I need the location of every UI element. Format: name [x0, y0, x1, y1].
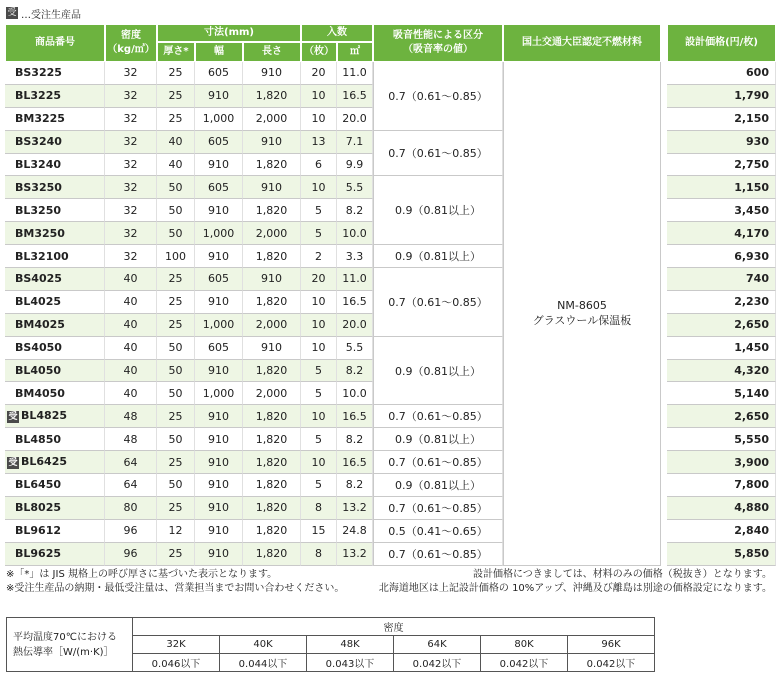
width-value: 910 — [195, 360, 243, 383]
thermal-label: 平均温度70℃における 熱伝導率［W/(m·K)］ — [7, 618, 133, 672]
sound-class: 0.7（0.61～0.85） — [373, 543, 503, 566]
thickness-value: 25 — [157, 497, 195, 520]
design-price: 2,150 — [667, 108, 776, 131]
product-number — [5, 199, 105, 222]
product-number — [5, 520, 105, 543]
density-grade: 80K — [481, 636, 568, 654]
nonflammable-material: NM-8605 グラスウール保温板 — [503, 62, 661, 566]
design-price: 4,170 — [667, 222, 776, 245]
product-number-text: BL4050 — [15, 364, 62, 378]
density-grade: 32K — [133, 636, 220, 654]
design-price: 1,450 — [667, 337, 776, 360]
design-price: 5,850 — [667, 543, 776, 566]
product-number-text: BM4050 — [15, 386, 65, 400]
width-value: 910 — [195, 199, 243, 222]
area-value: 8.2 — [337, 474, 373, 497]
thickness-value: 40 — [157, 131, 195, 154]
product-number-text: BL3250 — [15, 203, 62, 217]
product-number-text: BL32100 — [15, 249, 69, 263]
product-number — [5, 108, 105, 131]
quantity-value: 10 — [301, 405, 337, 428]
conductivity-value: 0.046以下 — [133, 654, 220, 672]
length-value: 1,820 — [243, 497, 301, 520]
design-price: 1,150 — [667, 176, 776, 199]
product-number-text: BM3225 — [15, 112, 65, 126]
area-value: 8.2 — [337, 199, 373, 222]
thickness-value: 25 — [157, 291, 195, 314]
density-value: 32 — [105, 62, 157, 85]
product-number — [5, 497, 105, 520]
sound-class: 0.9（0.81以上） — [373, 474, 503, 497]
design-price: 5,140 — [667, 382, 776, 405]
area-value: 16.5 — [337, 291, 373, 314]
thickness-value: 40 — [157, 154, 195, 177]
thickness-value: 100 — [157, 245, 195, 268]
density-value: 48 — [105, 405, 157, 428]
thickness-value: 25 — [157, 314, 195, 337]
thickness-value: 25 — [157, 268, 195, 291]
product-number-text: BM3250 — [15, 226, 65, 240]
product-number — [5, 360, 105, 383]
quantity-value: 10 — [301, 314, 337, 337]
design-price: 4,880 — [667, 497, 776, 520]
length-value: 2,000 — [243, 314, 301, 337]
width-value: 1,000 — [195, 314, 243, 337]
quantity-value: 10 — [301, 85, 337, 108]
length-value: 1,820 — [243, 428, 301, 451]
product-number — [5, 474, 105, 497]
width-value: 605 — [195, 62, 243, 85]
quantity-value: 5 — [301, 474, 337, 497]
conductivity-value: 0.044以下 — [220, 654, 307, 672]
header-density: 密度 （kg/㎥） — [105, 24, 157, 62]
length-value: 1,820 — [243, 474, 301, 497]
design-price: 1,790 — [667, 85, 776, 108]
width-value: 910 — [195, 451, 243, 474]
density-value: 40 — [105, 268, 157, 291]
quantity-value: 5 — [301, 428, 337, 451]
area-value: 11.0 — [337, 62, 373, 85]
length-value: 910 — [243, 131, 301, 154]
density-value: 32 — [105, 245, 157, 268]
header-price: 設計価格(円/枚) — [667, 24, 776, 62]
density-value: 40 — [105, 382, 157, 405]
product-number — [5, 337, 105, 360]
design-price: 3,450 — [667, 199, 776, 222]
design-price: 2,750 — [667, 154, 776, 177]
design-price: 4,320 — [667, 360, 776, 383]
width-value: 910 — [195, 474, 243, 497]
length-value: 1,820 — [243, 520, 301, 543]
product-number-text: BM4025 — [15, 318, 65, 332]
density-value: 96 — [105, 520, 157, 543]
product-number — [5, 405, 105, 428]
quantity-value: 5 — [301, 360, 337, 383]
length-value: 1,820 — [243, 199, 301, 222]
quantity-value: 10 — [301, 291, 337, 314]
table-row — [5, 62, 776, 85]
width-value: 1,000 — [195, 108, 243, 131]
header-product: 商品番号 — [5, 24, 105, 62]
product-number-text: BS3240 — [15, 135, 62, 149]
density-value: 48 — [105, 428, 157, 451]
area-value: 13.2 — [337, 543, 373, 566]
product-number-text: BL9625 — [15, 547, 62, 561]
density-grade: 64K — [394, 636, 481, 654]
density-value: 32 — [105, 131, 157, 154]
product-number — [5, 154, 105, 177]
thickness-value: 50 — [157, 360, 195, 383]
density-value: 40 — [105, 291, 157, 314]
area-value: 16.5 — [337, 85, 373, 108]
header-qty-area: ㎡ — [337, 42, 373, 62]
density-value: 40 — [105, 337, 157, 360]
density-value: 32 — [105, 108, 157, 131]
product-number-text: BL9612 — [15, 524, 62, 538]
width-value: 910 — [195, 154, 243, 177]
quantity-value: 8 — [301, 543, 337, 566]
length-value: 1,820 — [243, 451, 301, 474]
product-number — [5, 268, 105, 291]
quantity-value: 6 — [301, 154, 337, 177]
area-value: 20.0 — [337, 314, 373, 337]
density-grade: 40K — [220, 636, 307, 654]
made-to-order-mark: 受 — [7, 8, 17, 18]
length-value: 910 — [243, 62, 301, 85]
product-number-text: BL4025 — [15, 295, 62, 309]
area-value: 8.2 — [337, 428, 373, 451]
product-rows — [5, 62, 776, 566]
thickness-value: 50 — [157, 222, 195, 245]
design-price: 930 — [667, 131, 776, 154]
product-number — [5, 62, 105, 85]
quantity-value: 2 — [301, 245, 337, 268]
product-number — [5, 85, 105, 108]
area-value: 13.2 — [337, 497, 373, 520]
product-number — [5, 291, 105, 314]
legend — [6, 5, 81, 21]
product-number-text: BL3225 — [15, 89, 62, 103]
product-number-text: BL8025 — [15, 501, 62, 515]
design-price: 600 — [667, 62, 776, 85]
thickness-value: 50 — [157, 337, 195, 360]
width-value: 910 — [195, 520, 243, 543]
product-table — [5, 24, 776, 566]
sound-class: 0.7（0.61～0.85） — [373, 62, 503, 131]
area-value: 5.5 — [337, 176, 373, 199]
sound-class: 0.7（0.61～0.85） — [373, 131, 503, 177]
density-value: 64 — [105, 451, 157, 474]
product-number-text: BS3225 — [15, 66, 62, 80]
note-jis: ※「*」は JIS 規格上の呼び厚さに基づいた表示となります。 — [6, 569, 278, 580]
thickness-value: 25 — [157, 108, 195, 131]
width-value: 910 — [195, 405, 243, 428]
design-price: 5,550 — [667, 428, 776, 451]
quantity-value: 10 — [301, 108, 337, 131]
sound-class: 0.9（0.81以上） — [373, 176, 503, 245]
width-value: 910 — [195, 291, 243, 314]
product-number-text: BL3240 — [15, 158, 62, 171]
area-value: 9.9 — [337, 154, 373, 177]
conductivity-value: 0.042以下 — [481, 654, 568, 672]
length-value: 910 — [243, 337, 301, 360]
header-material: 国土交通大臣認定不燃材料 — [503, 24, 661, 62]
thickness-value: 50 — [157, 382, 195, 405]
thermal-density-header: 密度 — [133, 618, 655, 636]
width-value: 910 — [195, 85, 243, 108]
sound-class: 0.7（0.61～0.85） — [373, 451, 503, 474]
design-price: 2,650 — [667, 405, 776, 428]
width-value: 605 — [195, 176, 243, 199]
density-value: 32 — [105, 154, 157, 177]
width-value: 605 — [195, 131, 243, 154]
sound-class: 0.7（0.61～0.85） — [373, 497, 503, 520]
width-value: 910 — [195, 245, 243, 268]
made-to-order-mark: 受 — [8, 458, 18, 469]
thickness-value: 50 — [157, 176, 195, 199]
thickness-value: 50 — [157, 199, 195, 222]
length-value: 1,820 — [243, 154, 301, 177]
area-value: 5.5 — [337, 337, 373, 360]
thickness-value: 25 — [157, 405, 195, 428]
quantity-value: 5 — [301, 199, 337, 222]
width-value: 910 — [195, 497, 243, 520]
density-value: 80 — [105, 497, 157, 520]
product-number-text: BL6425 — [21, 455, 68, 469]
sound-class: 0.7（0.61～0.85） — [373, 405, 503, 428]
note-region: 北海道地区は上記設計価格の 10%アップ、沖縄及び離島は別途の価格設定になります。 — [378, 583, 772, 594]
product-number-text: BL4825 — [21, 409, 68, 423]
area-value: 7.1 — [337, 131, 373, 154]
width-value: 605 — [195, 337, 243, 360]
density-value: 32 — [105, 176, 157, 199]
area-value: 16.5 — [337, 405, 373, 428]
product-number — [5, 382, 105, 405]
product-number-text: BL6450 — [15, 478, 62, 492]
length-value: 1,820 — [243, 245, 301, 268]
length-value: 2,000 — [243, 222, 301, 245]
note-made-to-order: ※受注生産品の納期・最低受注量は、営業担当までお問い合わせください。 — [6, 583, 345, 594]
design-price: 2,650 — [667, 314, 776, 337]
thickness-value: 25 — [157, 62, 195, 85]
density-grade: 48K — [307, 636, 394, 654]
product-number — [5, 245, 105, 268]
sound-class: 0.9（0.81以上） — [373, 245, 503, 268]
quantity-value: 20 — [301, 62, 337, 85]
density-grade: 96K — [568, 636, 655, 654]
quantity-value: 10 — [301, 451, 337, 474]
product-number-text: BS4025 — [15, 272, 62, 286]
area-value: 3.3 — [337, 245, 373, 268]
sound-class: 0.9（0.81以上） — [373, 428, 503, 451]
width-value: 605 — [195, 268, 243, 291]
quantity-value: 15 — [301, 520, 337, 543]
legend-text: …受注生産品 — [21, 9, 81, 21]
thickness-value: 12 — [157, 520, 195, 543]
quantity-value: 13 — [301, 131, 337, 154]
product-number — [5, 222, 105, 245]
conductivity-value: 0.043以下 — [307, 654, 394, 672]
width-value: 1,000 — [195, 222, 243, 245]
product-number — [5, 131, 105, 154]
product-number-text: BL4850 — [15, 432, 62, 446]
product-number-text: BS3250 — [15, 180, 62, 194]
length-value: 1,820 — [243, 85, 301, 108]
length-value: 1,820 — [243, 291, 301, 314]
quantity-value: 5 — [301, 382, 337, 405]
quantity-value: 10 — [301, 337, 337, 360]
thermal-table — [6, 617, 655, 672]
length-value: 910 — [243, 268, 301, 291]
area-value: 20.0 — [337, 108, 373, 131]
length-value: 1,820 — [243, 405, 301, 428]
width-value: 1,000 — [195, 382, 243, 405]
design-price: 3,900 — [667, 451, 776, 474]
density-value: 32 — [105, 199, 157, 222]
header-thickness: 厚さ* — [157, 42, 195, 62]
density-value: 32 — [105, 222, 157, 245]
design-price: 7,800 — [667, 474, 776, 497]
note-price: 設計価格につきましては、材料のみの価格（税抜き）となります。 — [473, 569, 772, 580]
length-value: 2,000 — [243, 382, 301, 405]
width-value: 910 — [195, 428, 243, 451]
sound-class: 0.7（0.61～0.85） — [373, 268, 503, 337]
product-number — [5, 314, 105, 337]
quantity-value: 20 — [301, 268, 337, 291]
thickness-value: 50 — [157, 428, 195, 451]
header-sound: 吸音性能による区分 （吸音率の値） — [373, 24, 503, 62]
header-dimensions: 寸法(mm) — [157, 24, 301, 42]
header-length: 長さ — [243, 42, 301, 62]
conductivity-value: 0.042以下 — [568, 654, 655, 672]
design-price: 2,230 — [667, 291, 776, 314]
length-value: 1,820 — [243, 360, 301, 383]
length-value: 2,000 — [243, 108, 301, 131]
area-value: 16.5 — [337, 451, 373, 474]
quantity-value: 10 — [301, 176, 337, 199]
thickness-value: 25 — [157, 85, 195, 108]
header-qty-sheets: （枚） — [301, 42, 337, 62]
conductivity-value: 0.042以下 — [394, 654, 481, 672]
length-value: 1,820 — [243, 543, 301, 566]
header-quantity: 入数 — [301, 24, 373, 42]
product-number — [5, 176, 105, 199]
design-price: 740 — [667, 268, 776, 291]
area-value: 11.0 — [337, 268, 373, 291]
made-to-order-mark: 受 — [8, 412, 18, 423]
density-value: 64 — [105, 474, 157, 497]
area-value: 10.0 — [337, 382, 373, 405]
density-value: 40 — [105, 360, 157, 383]
product-number — [5, 451, 105, 474]
density-value: 96 — [105, 543, 157, 566]
density-value: 32 — [105, 85, 157, 108]
density-value: 40 — [105, 314, 157, 337]
area-value: 24.8 — [337, 520, 373, 543]
quantity-value: 8 — [301, 497, 337, 520]
thickness-value: 25 — [157, 451, 195, 474]
design-price: 6,930 — [667, 245, 776, 268]
width-value: 910 — [195, 543, 243, 566]
product-number-text: BS4050 — [15, 341, 62, 355]
header-width: 幅 — [195, 42, 243, 62]
sound-class: 0.5（0.41～0.65） — [373, 520, 503, 543]
quantity-value: 5 — [301, 222, 337, 245]
design-price: 2,840 — [667, 520, 776, 543]
thickness-value: 50 — [157, 474, 195, 497]
product-number — [5, 543, 105, 566]
sound-class: 0.9（0.81以上） — [373, 337, 503, 406]
area-value: 10.0 — [337, 222, 373, 245]
product-number — [5, 428, 105, 451]
length-value: 910 — [243, 176, 301, 199]
thickness-value: 25 — [157, 543, 195, 566]
area-value: 8.2 — [337, 360, 373, 383]
